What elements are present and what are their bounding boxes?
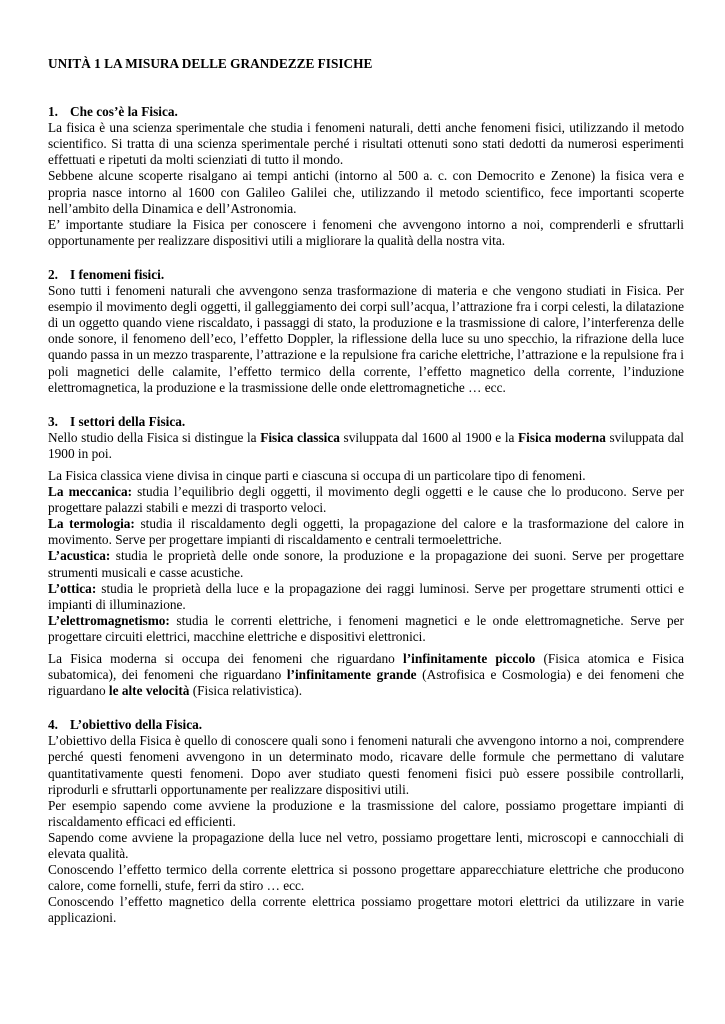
section-2-heading [48, 267, 684, 283]
elettromagnetismo-paragraph [48, 613, 684, 645]
termologia-label: La termologia: [48, 516, 135, 532]
meccanica-paragraph [48, 484, 684, 516]
section-4-paragraph-3: Sapendo come avviene la propagazione della luce nel vetro, possiamo progettare lenti, microscopi e cannocchiali di elevata qualità. [48, 829, 684, 862]
meccanica-label: La meccanica: [48, 484, 133, 500]
term-infinitamente-grande: l’infinitamente grande [286, 667, 417, 683]
section-4-paragraph-4: Conoscendo l’effetto termico della corrente elettrica si possono progettare apparecchiature elettriche che producono calore, come fornelli, stufe, ferri da stiro … ecc. [48, 862, 684, 894]
termologia-paragraph [48, 516, 684, 548]
term-alte-velocita: le alte velocità [108, 683, 190, 699]
text-run: sviluppata dal 1600 al 1900 e la [339, 429, 519, 445]
text-run: La Fisica moderna si occupa dei fenomeni che riguardano [48, 651, 404, 666]
section-3-intro [48, 430, 684, 462]
section-4-title: L’obiettivo della Fisica. [70, 717, 203, 733]
section-1-title: Che cos’è la Fisica. [70, 104, 178, 120]
section-1-paragraph-3: E’ importante studiare la Fisica per conoscere i fenomeni che avvengono intorno a noi, comprenderli e sfruttarli opportunamente per realizzare dispositivi utili a migliorare la qualità della nostra vita. [48, 216, 684, 248]
section-1-heading [48, 104, 684, 120]
section-4-paragraph-2: Per esempio sapendo come avviene la produzione e la trasmissione del calore, possiamo progettare impianti di riscaldamento efficaci ed efficienti. [48, 797, 684, 829]
section-4-paragraph-5: Conoscendo l’effetto magnetico della corrente elettrica possiamo progettare motori elettrici da utilizzare in varie applicazioni. [48, 894, 684, 926]
term-fisica-classica: Fisica classica [260, 429, 340, 445]
section-3-number: 3. [48, 413, 58, 429]
text-run: studia il riscaldamento degli oggetti, la propagazione del calore e la trasformazione del calore in movimento. Serve per progettare impianti di riscaldamento e centrali termoelettriche. [48, 516, 684, 548]
section-1-paragraph-1: La fisica è una scienza sperimentale che studia i fenomeni naturali, detti anche fenomeni fisici, utilizzando il metodo scientifico. Si tratta di una scienza sperimentale perché i risultati ottenuti sono stati dedotti da numerosi esperimenti effettuati e ripetuti da molti scienziati di tutto il mondo. [48, 120, 684, 168]
acustica-label: L’acustica: [48, 548, 111, 564]
term-infinitamente-piccolo: l’infinitamente piccolo [403, 651, 536, 666]
ottica-paragraph [48, 581, 684, 613]
document-page [48, 56, 684, 945]
text-run: Nello studio della Fisica si distingue la [48, 429, 261, 445]
section-2-number: 2. [48, 266, 58, 282]
modern-physics-paragraph [48, 651, 684, 699]
section-1-paragraph-2: Sebbene alcune scoperte risalgano ai tempi antichi (intorno al 500 a. c. con Democrito e Zenone) la fisica vera e propria nasce intorno al 1600 con Galileo Galilei che, utilizzando il metodo scientifico, fece importanti scoperte nell’ambito della Dinamica e dell’Astronomia. [48, 168, 684, 216]
text-run: (Astrofisica e Cosmologia) e dei fenomeni che riguardano [48, 667, 685, 699]
section-4-heading [48, 717, 684, 733]
text-run: (Fisica relativistica). [189, 683, 303, 699]
section-4-number: 4. [48, 717, 58, 733]
acustica-paragraph [48, 548, 684, 580]
section-4 [48, 717, 684, 926]
text-run: studia le proprietà delle onde sonore, la produzione e la propagazione dei suoni. Serve per progettare strumenti musicali e casse acustiche. [48, 548, 684, 580]
page-title: UNITÀ 1 LA MISURA DELLE GRANDEZZE FISICHE [48, 56, 373, 71]
classic-intro: La Fisica classica viene divisa in cinque parti e ciascuna si occupa di un particolare tipo di fenomeni. [48, 467, 586, 483]
section-2 [48, 267, 684, 396]
section-2-paragraph-1: Sono tutti i fenomeni naturali che avvengono senza trasformazione di materia e che vengono studiati in Fisica. Per esempio il movimento degli oggetti, il galleggiamento dei corpi sull’acqua, l’attrazione fra i corpi celesti, la dilatazione di un oggetto quando viene riscaldato, i passaggi di stato, la produzione e la trasmissione di calore, l’interferenza delle onde sonore, il fenomeno dell’eco, l’effetto Doppler, la riflessione della luce su uno specchio, la rifrazione della luce quando passa in un mezzo trasparente, l’attrazione e la repulsione fra cariche elettriche, l’attrazione e la repulsione fra i poli magnetici delle calamite, l’effetto termico della corrente, l’effetto magnetico della corrente, l’induzione elettromagnetica, la produzione e la trasmissione delle onde elettromagnetiche … ecc. [48, 283, 684, 395]
text-run: studia le correnti elettriche, i fenomeni magnetici e le onde elettromagnetiche. Serve per progettare circuiti elettrici, macchine elettriche e dispositivi elettronici. [48, 612, 684, 644]
section-3 [48, 414, 684, 700]
text-run: (Fisica atomica e Fisica subatomica), dei fenomeni che riguardano [48, 651, 684, 683]
section-2-title: I fenomeni fisici. [70, 266, 165, 282]
section-3-title: I settori della Fisica. [70, 413, 186, 429]
section-4-paragraph-1: L’obiettivo della Fisica è quello di conoscere quali sono i fenomeni naturali che avvengono intorno a noi, comprendere perché questi fenomeni avvengono in un determinato modo, ricavare delle formule che permettano di valutare quantitativamente questi fenomeni. Dopo aver studiato questi fenomeni fisici può essere possibile controllarli, riprodurli e sfruttarli opportunamente per realizzare dispositivi utili. [48, 733, 684, 797]
term-fisica-moderna: Fisica moderna [518, 429, 606, 445]
section-3-heading [48, 414, 684, 430]
text-run: studia le proprietà della luce e la propagazione dei raggi luminosi. Serve per progettare strumenti ottici e impianti di illuminazione. [48, 580, 684, 612]
text-run: sviluppata dal 1900 in poi. [48, 429, 684, 461]
elettromagnetismo-label: L’elettromagnetismo: [48, 612, 170, 628]
ottica-label: L’ottica: [48, 580, 97, 596]
section-1 [48, 104, 684, 249]
text-run: studia l’equilibrio degli oggetti, il movimento degli oggetti e le cause che lo producono. Serve per progettare palazzi stabili e mezzi di trasporto veloci. [48, 484, 685, 516]
section-1-number: 1. [48, 104, 58, 120]
